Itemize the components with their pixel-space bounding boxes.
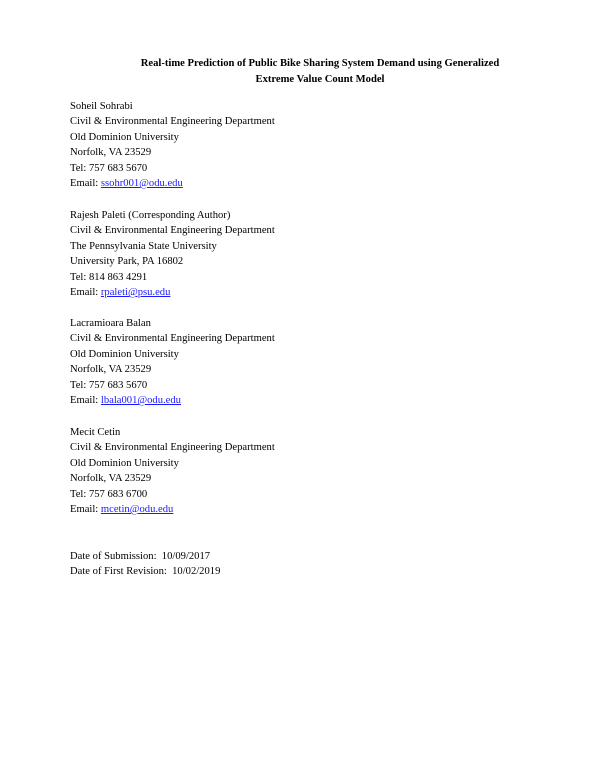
author-block-paleti (70, 208, 275, 300)
author-department: Civil & Environmental Engineering Department (70, 333, 275, 345)
author-tel: Tel: 757 683 5670 (70, 162, 148, 174)
author-name: Lacramioara Balan (70, 318, 151, 329)
author-email-link[interactable]: lbala001@odu.edu (100, 395, 181, 407)
title-line-1: Real-time Prediction of Public Bike Sharing System Demand using Generalized (140, 58, 500, 69)
author-block-sohrabi (70, 99, 275, 191)
author-email-line (70, 502, 275, 517)
author-location: Norfolk, VA 23529 (70, 364, 152, 376)
author-institution: The Pennsylvania State University (70, 240, 217, 252)
author-email-link[interactable]: ssohr001@odu.edu (100, 178, 183, 190)
author-email-line (70, 176, 275, 191)
author-institution: Old Dominion University (70, 457, 179, 469)
paper-title (60, 56, 580, 88)
email-label: Email: (70, 287, 101, 299)
author-block-balan (70, 316, 275, 408)
author-institution: Old Dominion University (70, 131, 179, 143)
author-email-line (70, 285, 275, 300)
author-tel: Tel: 814 863 4291 (70, 271, 148, 283)
date-of-submission: Date of Submission: 10/09/2017 (70, 551, 211, 562)
author-department: Civil & Environmental Engineering Department (70, 116, 275, 128)
author-email-link[interactable]: rpaleti@psu.edu (100, 287, 171, 299)
date-of-first-revision: Date of First Revision: 10/02/2019 (70, 566, 221, 578)
author-email-line (70, 393, 275, 408)
author-name: Mecit Cetin (70, 427, 121, 438)
author-email-link[interactable]: mcetin@odu.edu (100, 504, 174, 516)
author-department: Civil & Environmental Engineering Department (70, 225, 275, 237)
author-location: Norfolk, VA 23529 (70, 473, 152, 485)
submission-dates (70, 549, 220, 580)
email-label: Email: (70, 395, 101, 407)
title-line-2: Extreme Value Count Model (255, 74, 385, 85)
author-institution: Old Dominion University (70, 348, 179, 360)
author-department: Civil & Environmental Engineering Department (70, 442, 275, 454)
author-tel: Tel: 757 683 6700 (70, 488, 148, 500)
author-location: Norfolk, VA 23529 (70, 147, 152, 159)
email-label: Email: (70, 504, 101, 516)
email-label: Email: (70, 178, 101, 190)
author-location: University Park, PA 16802 (70, 256, 184, 268)
author-block-cetin (70, 425, 275, 517)
author-name: Rajesh Paleti (Corresponding Author) (70, 210, 231, 221)
author-tel: Tel: 757 683 5670 (70, 379, 148, 391)
author-name: Soheil Sohrabi (70, 101, 133, 112)
